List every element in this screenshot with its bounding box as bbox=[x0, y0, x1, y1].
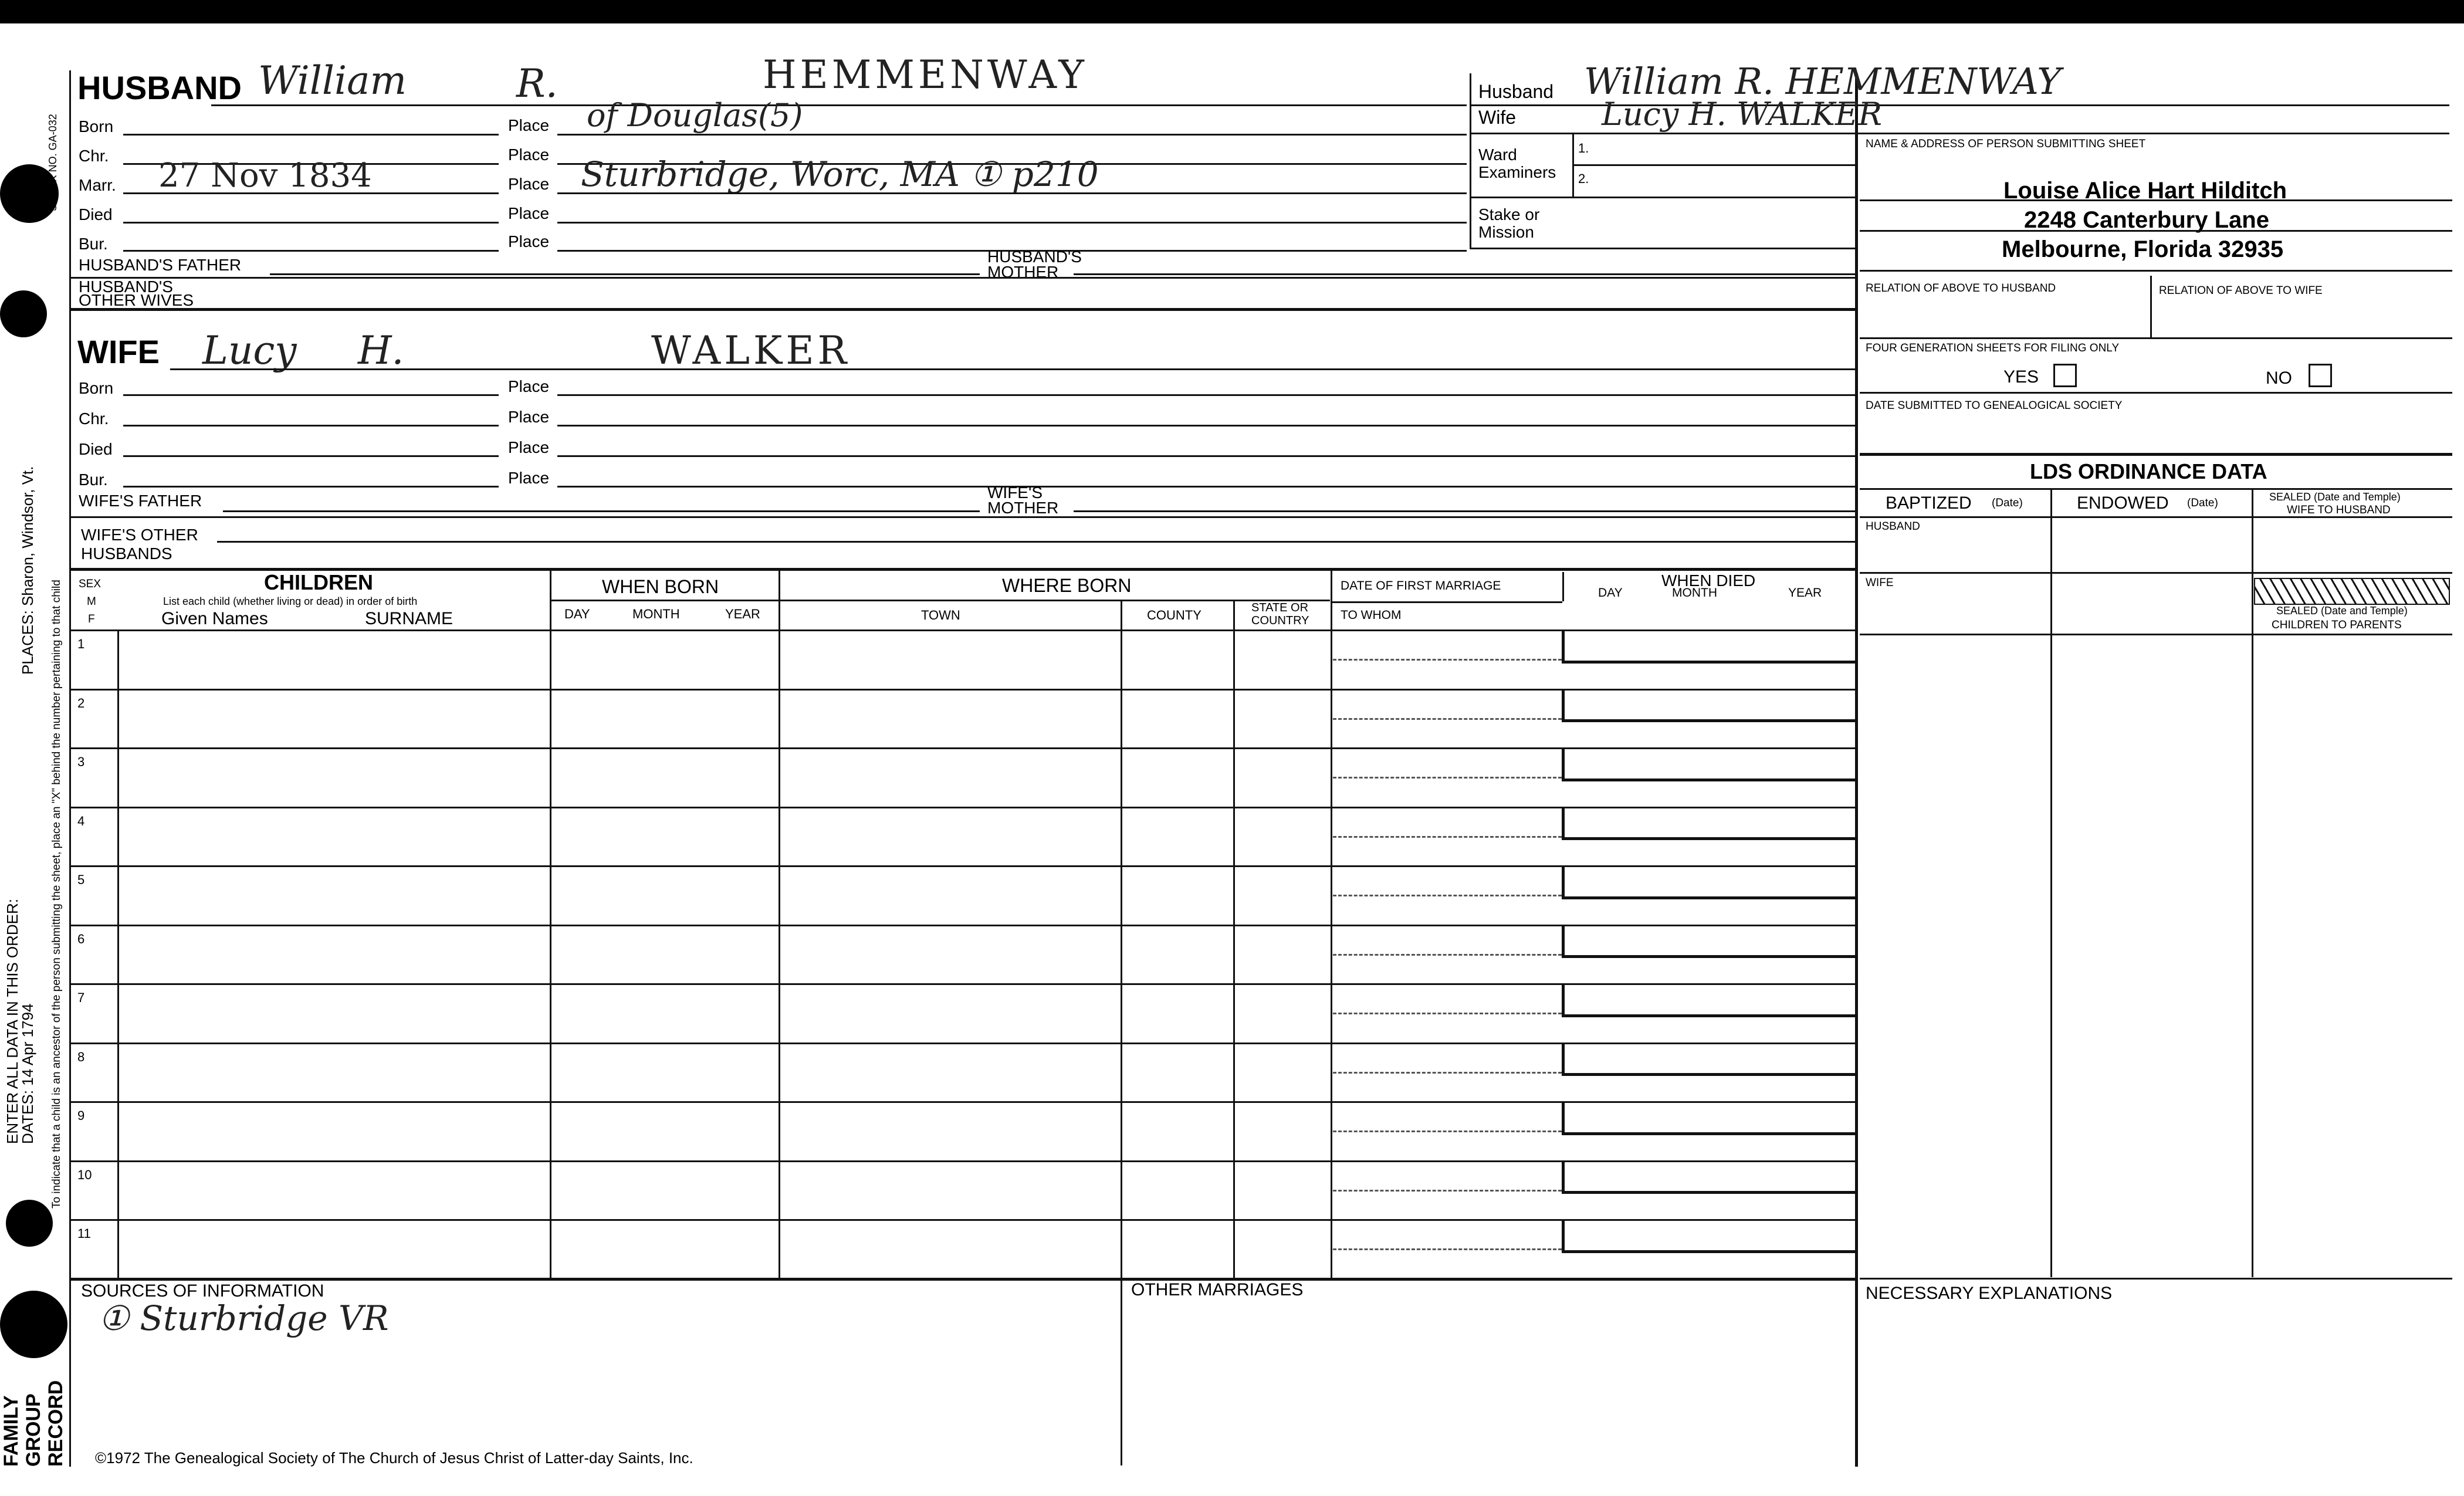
child-first-marriage-dashed-line bbox=[1333, 1190, 1562, 1192]
relation-husband-label: RELATION OF ABOVE TO HUSBAND bbox=[1866, 282, 2056, 295]
lds-endowed-date-note: (Date) bbox=[2187, 497, 2218, 509]
enter-all-data-label: ENTER ALL DATA IN THIS ORDER: bbox=[4, 898, 21, 1144]
husband-bur-date-line bbox=[123, 250, 499, 252]
wife-bur-label: Bur. bbox=[79, 471, 108, 489]
state-label-1: STATE OR bbox=[1251, 601, 1309, 614]
dates-note: DATES: 14 Apr 1794 bbox=[19, 1003, 36, 1144]
lds-hatched-box bbox=[2254, 578, 2450, 605]
husband-marr-label: Marr. bbox=[79, 176, 116, 194]
husband-died-date-line bbox=[123, 222, 499, 224]
punch-hole-3 bbox=[6, 1200, 53, 1247]
submitter-line-2 bbox=[1860, 230, 2452, 232]
lds-endowed-label: ENDOWED bbox=[2077, 493, 2169, 513]
four-gen-no-label: NO bbox=[2266, 368, 2292, 388]
wife-bur-place-line bbox=[557, 486, 1857, 488]
child-when-died-field[interactable] bbox=[1562, 925, 1857, 959]
four-generation-label: FOUR GENERATION SHEETS FOR FILING ONLY bbox=[1866, 342, 2120, 354]
child-when-died-field[interactable] bbox=[1562, 1101, 1857, 1135]
examiners-label: Examiners bbox=[1478, 163, 1556, 181]
col-state bbox=[1331, 568, 1332, 1278]
child-row-number: 9 bbox=[77, 1108, 85, 1123]
sex-m-label: M bbox=[87, 595, 96, 608]
husband-marr-place[interactable]: Sturbridge, Worc, MA ① p210 bbox=[581, 154, 1099, 194]
where-born-sub-line bbox=[779, 600, 1330, 601]
died-day-label: DAY bbox=[1598, 586, 1623, 600]
child-row-number: 6 bbox=[77, 931, 85, 946]
child-row-number: 10 bbox=[77, 1167, 92, 1182]
lds-wife-label: WIFE bbox=[1866, 577, 1894, 589]
husband-born-place-label: Place bbox=[508, 116, 550, 134]
husband-marr-date-line bbox=[123, 192, 499, 194]
other-marriages-label: OTHER MARRIAGES bbox=[1131, 1280, 1304, 1299]
husband-born-label: Born bbox=[79, 117, 114, 136]
wife-middle-initial[interactable]: H. bbox=[358, 328, 404, 373]
wife-chr-place-line bbox=[557, 425, 1857, 427]
husband-bur-label: Bur. bbox=[79, 235, 108, 253]
child-first-marriage-dashed-line bbox=[1333, 836, 1562, 838]
child-when-died-field[interactable] bbox=[1562, 747, 1857, 781]
wife-mother-line bbox=[1074, 510, 1857, 512]
town-label: TOWN bbox=[921, 608, 960, 622]
child-row-number: 11 bbox=[77, 1226, 91, 1241]
given-names-label: Given Names bbox=[161, 609, 268, 628]
child-when-died-field[interactable] bbox=[1562, 629, 1857, 664]
col-town bbox=[1121, 600, 1122, 1278]
state-label-2: COUNTRY bbox=[1251, 614, 1309, 627]
when-born-sub-line bbox=[550, 600, 779, 601]
husband-mother-line bbox=[1074, 273, 1857, 275]
child-row-number: 2 bbox=[77, 695, 85, 710]
child-first-marriage-dashed-line bbox=[1333, 1013, 1562, 1014]
sources-label: SOURCES OF INFORMATION bbox=[81, 1281, 324, 1301]
other-marriages-divider bbox=[1121, 1278, 1122, 1465]
husband-died-label: Died bbox=[79, 205, 113, 224]
four-gen-no-checkbox[interactable] bbox=[2309, 364, 2332, 387]
punch-hole-2 bbox=[0, 290, 47, 337]
lds-col-divider-2 bbox=[2252, 488, 2253, 1277]
submitter-line-1 bbox=[1860, 199, 2452, 201]
child-first-marriage-dashed-line bbox=[1333, 777, 1562, 779]
record-label: RECORD bbox=[45, 1380, 67, 1467]
col-sex bbox=[117, 629, 119, 1278]
lds-husband-row-bottom bbox=[1860, 572, 2452, 574]
relation-wife-label: RELATION OF ABOVE TO WIFE bbox=[2159, 285, 2323, 297]
lds-col-divider-1 bbox=[2050, 488, 2052, 1277]
submitter-city[interactable]: Melbourne, Florida 32935 bbox=[2002, 236, 2284, 262]
child-first-marriage-dashed-line bbox=[1333, 659, 1562, 661]
lds-husband-label: HUSBAND bbox=[1866, 520, 1920, 533]
col-died-header bbox=[1562, 572, 1564, 601]
lds-title-bottom bbox=[1860, 488, 2452, 490]
lds-baptized-date-note: (Date) bbox=[1992, 497, 2023, 509]
husband-chr-label: Chr. bbox=[79, 147, 109, 165]
wife-father-sep bbox=[69, 516, 1856, 518]
husband-died-place-label: Place bbox=[508, 204, 550, 222]
lds-sealed-children-1: SEALED (Date and Temple) bbox=[2276, 605, 2408, 617]
husband-born-date-line bbox=[123, 134, 499, 136]
col-when-born bbox=[779, 568, 780, 1278]
date-submitted-bottom bbox=[1860, 453, 2452, 456]
date-submitted-label: DATE SUBMITTED TO GENEALOGICAL SOCIETY bbox=[1866, 400, 2123, 412]
when-died-label: WHEN DIED bbox=[1661, 571, 1756, 590]
wife-bur-date-line bbox=[123, 486, 499, 488]
wife-name-line bbox=[170, 368, 1857, 370]
wife-died-place-line bbox=[557, 455, 1857, 457]
child-when-died-field[interactable] bbox=[1562, 983, 1857, 1017]
husband-section-sep bbox=[69, 277, 1856, 279]
relation-bottom bbox=[1860, 337, 2452, 339]
husband-bur-place-label: Place bbox=[508, 232, 550, 251]
wife-mother-label-1: WIFE'S bbox=[987, 483, 1043, 502]
four-gen-yes-checkbox[interactable] bbox=[2053, 364, 2077, 387]
examiner-1-line bbox=[1572, 164, 1857, 166]
examiner-1[interactable]: 1. bbox=[1578, 141, 1589, 155]
when-born-label: WHEN BORN bbox=[602, 576, 719, 597]
wife-died-place-label: Place bbox=[508, 438, 550, 456]
child-first-marriage-dashed-line bbox=[1333, 895, 1562, 896]
died-month-label: MONTH bbox=[1672, 586, 1717, 600]
submitter-name[interactable]: Louise Alice Hart Hilditch bbox=[2003, 178, 2287, 204]
lds-baptized-label: BAPTIZED bbox=[1886, 493, 1972, 513]
top-scan-border bbox=[0, 0, 2464, 23]
died-year-label: YEAR bbox=[1788, 586, 1822, 600]
children-bottom-border bbox=[69, 1278, 1856, 1281]
header-box-left bbox=[1470, 73, 1471, 249]
wife-chr-date-line bbox=[123, 425, 499, 427]
husband-died-place-line bbox=[557, 222, 1467, 224]
stock-number: STOCK NO. GA-032 bbox=[47, 114, 59, 211]
husband-wife-divider bbox=[69, 308, 1856, 311]
header-husband-label: Husband bbox=[1478, 81, 1554, 102]
examiners-divider bbox=[1572, 134, 1574, 198]
wife-other-husbands-2: HUSBANDS bbox=[81, 544, 172, 563]
husband-middle-initial[interactable]: R. bbox=[516, 61, 558, 106]
wife-heading: WIFE bbox=[77, 333, 160, 370]
children-instruction: List each child (whether living or dead) in order of birth bbox=[163, 595, 418, 607]
born-year-label: YEAR bbox=[725, 607, 760, 621]
husband-marr-place-line bbox=[557, 192, 1467, 194]
header-husband-value[interactable]: William R. HEMMENWAY bbox=[1584, 60, 2062, 103]
wife-died-date-line bbox=[123, 455, 499, 457]
necessary-explanations-label: NECESSARY EXPLANATIONS bbox=[1866, 1284, 2113, 1303]
wife-father-label: WIFE'S FATHER bbox=[79, 492, 202, 510]
lds-sealed-wife-2: WIFE TO HUSBAND bbox=[2287, 504, 2391, 516]
stake-bottom bbox=[1470, 248, 1857, 249]
child-first-marriage-dashed-line bbox=[1333, 1072, 1562, 1074]
husband-heading: HUSBAND bbox=[77, 69, 242, 106]
child-row-number: 1 bbox=[77, 637, 85, 651]
col-name bbox=[550, 568, 551, 1278]
lds-sealed-children-2: CHILDREN TO PARENTS bbox=[2272, 619, 2402, 631]
examiners-bottom bbox=[1470, 197, 1857, 198]
wife-born-label: Born bbox=[79, 379, 114, 397]
children-title: CHILDREN bbox=[264, 570, 373, 594]
born-day-label: DAY bbox=[564, 607, 590, 621]
child-row-number: 5 bbox=[77, 872, 85, 887]
born-month-label: MONTH bbox=[632, 607, 680, 621]
sex-f-label: F bbox=[88, 613, 95, 625]
first-marriage-label: DATE OF FIRST MARRIAGE bbox=[1341, 579, 1501, 593]
child-first-marriage-dashed-line bbox=[1333, 718, 1562, 720]
husband-other-wives-label-2: OTHER WIVES bbox=[79, 291, 194, 309]
sources-entry[interactable]: ① Sturbridge VR bbox=[99, 1298, 389, 1338]
wife-bur-place-label: Place bbox=[508, 469, 550, 487]
wife-given-name[interactable]: Lucy bbox=[202, 328, 297, 373]
husband-mother-label-1: HUSBAND'S bbox=[987, 248, 1082, 266]
wife-surname[interactable]: WALKER bbox=[651, 328, 851, 373]
child-row-number: 3 bbox=[77, 754, 85, 769]
wife-mother-label-2: MOTHER bbox=[987, 499, 1059, 517]
husband-born-place[interactable]: of Douglas(5) bbox=[587, 97, 803, 134]
where-born-label: WHERE BORN bbox=[1002, 575, 1132, 596]
places-note: PLACES: Sharon, Windsor, Vt. bbox=[19, 466, 36, 675]
children-surname-label: SURNAME bbox=[365, 609, 453, 628]
wife-born-date-line bbox=[123, 394, 499, 396]
lds-header-bottom bbox=[1860, 516, 2452, 518]
four-gen-yes-label: YES bbox=[2003, 367, 2039, 387]
form-left-border bbox=[69, 70, 71, 1467]
wife-chr-label: Chr. bbox=[79, 409, 109, 428]
copyright-notice: ©1972 The Genealogical Society of The Church of Jesus Christ of Latter-day Saints, Inc. bbox=[95, 1449, 693, 1467]
wife-other-husbands-line bbox=[217, 541, 1857, 543]
col-county bbox=[1233, 600, 1235, 1278]
ward-label: Ward bbox=[1478, 145, 1517, 164]
husband-given-name[interactable]: William bbox=[258, 58, 407, 103]
wife-chr-place-label: Place bbox=[508, 408, 550, 426]
explanations-top bbox=[1860, 1278, 2452, 1280]
submitter-label: NAME & ADDRESS OF PERSON SUBMITTING SHEET bbox=[1866, 138, 2146, 150]
husband-marr-date[interactable]: 27 Nov 1834 bbox=[158, 157, 372, 195]
lds-sealed-wife-1: SEALED (Date and Temple) bbox=[2269, 491, 2401, 503]
child-row-number: 8 bbox=[77, 1049, 85, 1064]
header-wife-value[interactable]: Lucy H. WALKER bbox=[1602, 96, 1883, 133]
lds-title: LDS ORDINANCE DATA bbox=[2030, 459, 2267, 483]
child-first-marriage-dashed-line bbox=[1333, 1248, 1562, 1250]
child-when-died-field[interactable] bbox=[1562, 1219, 1857, 1253]
mission-label: Mission bbox=[1478, 223, 1534, 241]
submitter-box-bottom bbox=[1860, 270, 2452, 272]
sex-label: SEX bbox=[79, 578, 101, 590]
husband-marr-place-label: Place bbox=[508, 175, 550, 193]
husband-father-label: HUSBAND'S FATHER bbox=[79, 256, 242, 274]
child-when-died-field[interactable] bbox=[1562, 689, 1857, 723]
first-marriage-sub-line bbox=[1331, 601, 1562, 603]
to-whom-label: TO WHOM bbox=[1341, 608, 1402, 622]
husband-other-wives-label-1: HUSBAND'S bbox=[79, 277, 173, 296]
wife-other-husbands-1: WIFE'S OTHER bbox=[81, 526, 198, 544]
child-when-died-field[interactable] bbox=[1562, 1043, 1857, 1077]
submitter-street[interactable]: 2248 Canterbury Lane bbox=[2024, 207, 2269, 233]
header-wife-label: Wife bbox=[1478, 107, 1516, 128]
child-when-died-field[interactable] bbox=[1562, 1160, 1857, 1194]
husband-chr-place-label: Place bbox=[508, 145, 550, 164]
stake-label: Stake or bbox=[1478, 205, 1540, 224]
husband-surname[interactable]: HEMMENWAY bbox=[763, 52, 1088, 97]
header-wife-line bbox=[1470, 133, 2449, 134]
family-label: FAMILY bbox=[0, 1395, 22, 1467]
husband-father-line bbox=[270, 273, 980, 275]
husband-mother-label-2: MOTHER bbox=[987, 263, 1059, 281]
punch-hole-4 bbox=[0, 1291, 67, 1358]
lds-wife-row-bottom bbox=[1860, 634, 2452, 635]
group-label: GROUP bbox=[22, 1393, 45, 1467]
child-first-marriage-dashed-line bbox=[1333, 1131, 1562, 1132]
examiner-2[interactable]: 2. bbox=[1578, 171, 1589, 186]
wife-born-place-line bbox=[557, 394, 1857, 396]
four-gen-bottom bbox=[1860, 392, 2452, 394]
county-label: COUNTY bbox=[1147, 608, 1201, 622]
child-when-died-field[interactable] bbox=[1562, 865, 1857, 899]
child-first-marriage-dashed-line bbox=[1333, 954, 1562, 956]
child-when-died-field[interactable] bbox=[1562, 807, 1857, 841]
child-ancestor-note: To indicate that a child is an ancestor of the person submitting the sheet, place an "X" behind the number pertaining to that child bbox=[50, 580, 63, 1209]
child-row-number: 4 bbox=[77, 813, 85, 828]
wife-father-line bbox=[223, 510, 980, 512]
relation-divider bbox=[2150, 276, 2152, 339]
child-row-number: 7 bbox=[77, 990, 85, 1005]
husband-name-line bbox=[211, 104, 1467, 106]
husband-born-place-line bbox=[557, 134, 1467, 136]
wife-died-label: Died bbox=[79, 440, 113, 458]
wife-born-place-label: Place bbox=[508, 377, 550, 395]
